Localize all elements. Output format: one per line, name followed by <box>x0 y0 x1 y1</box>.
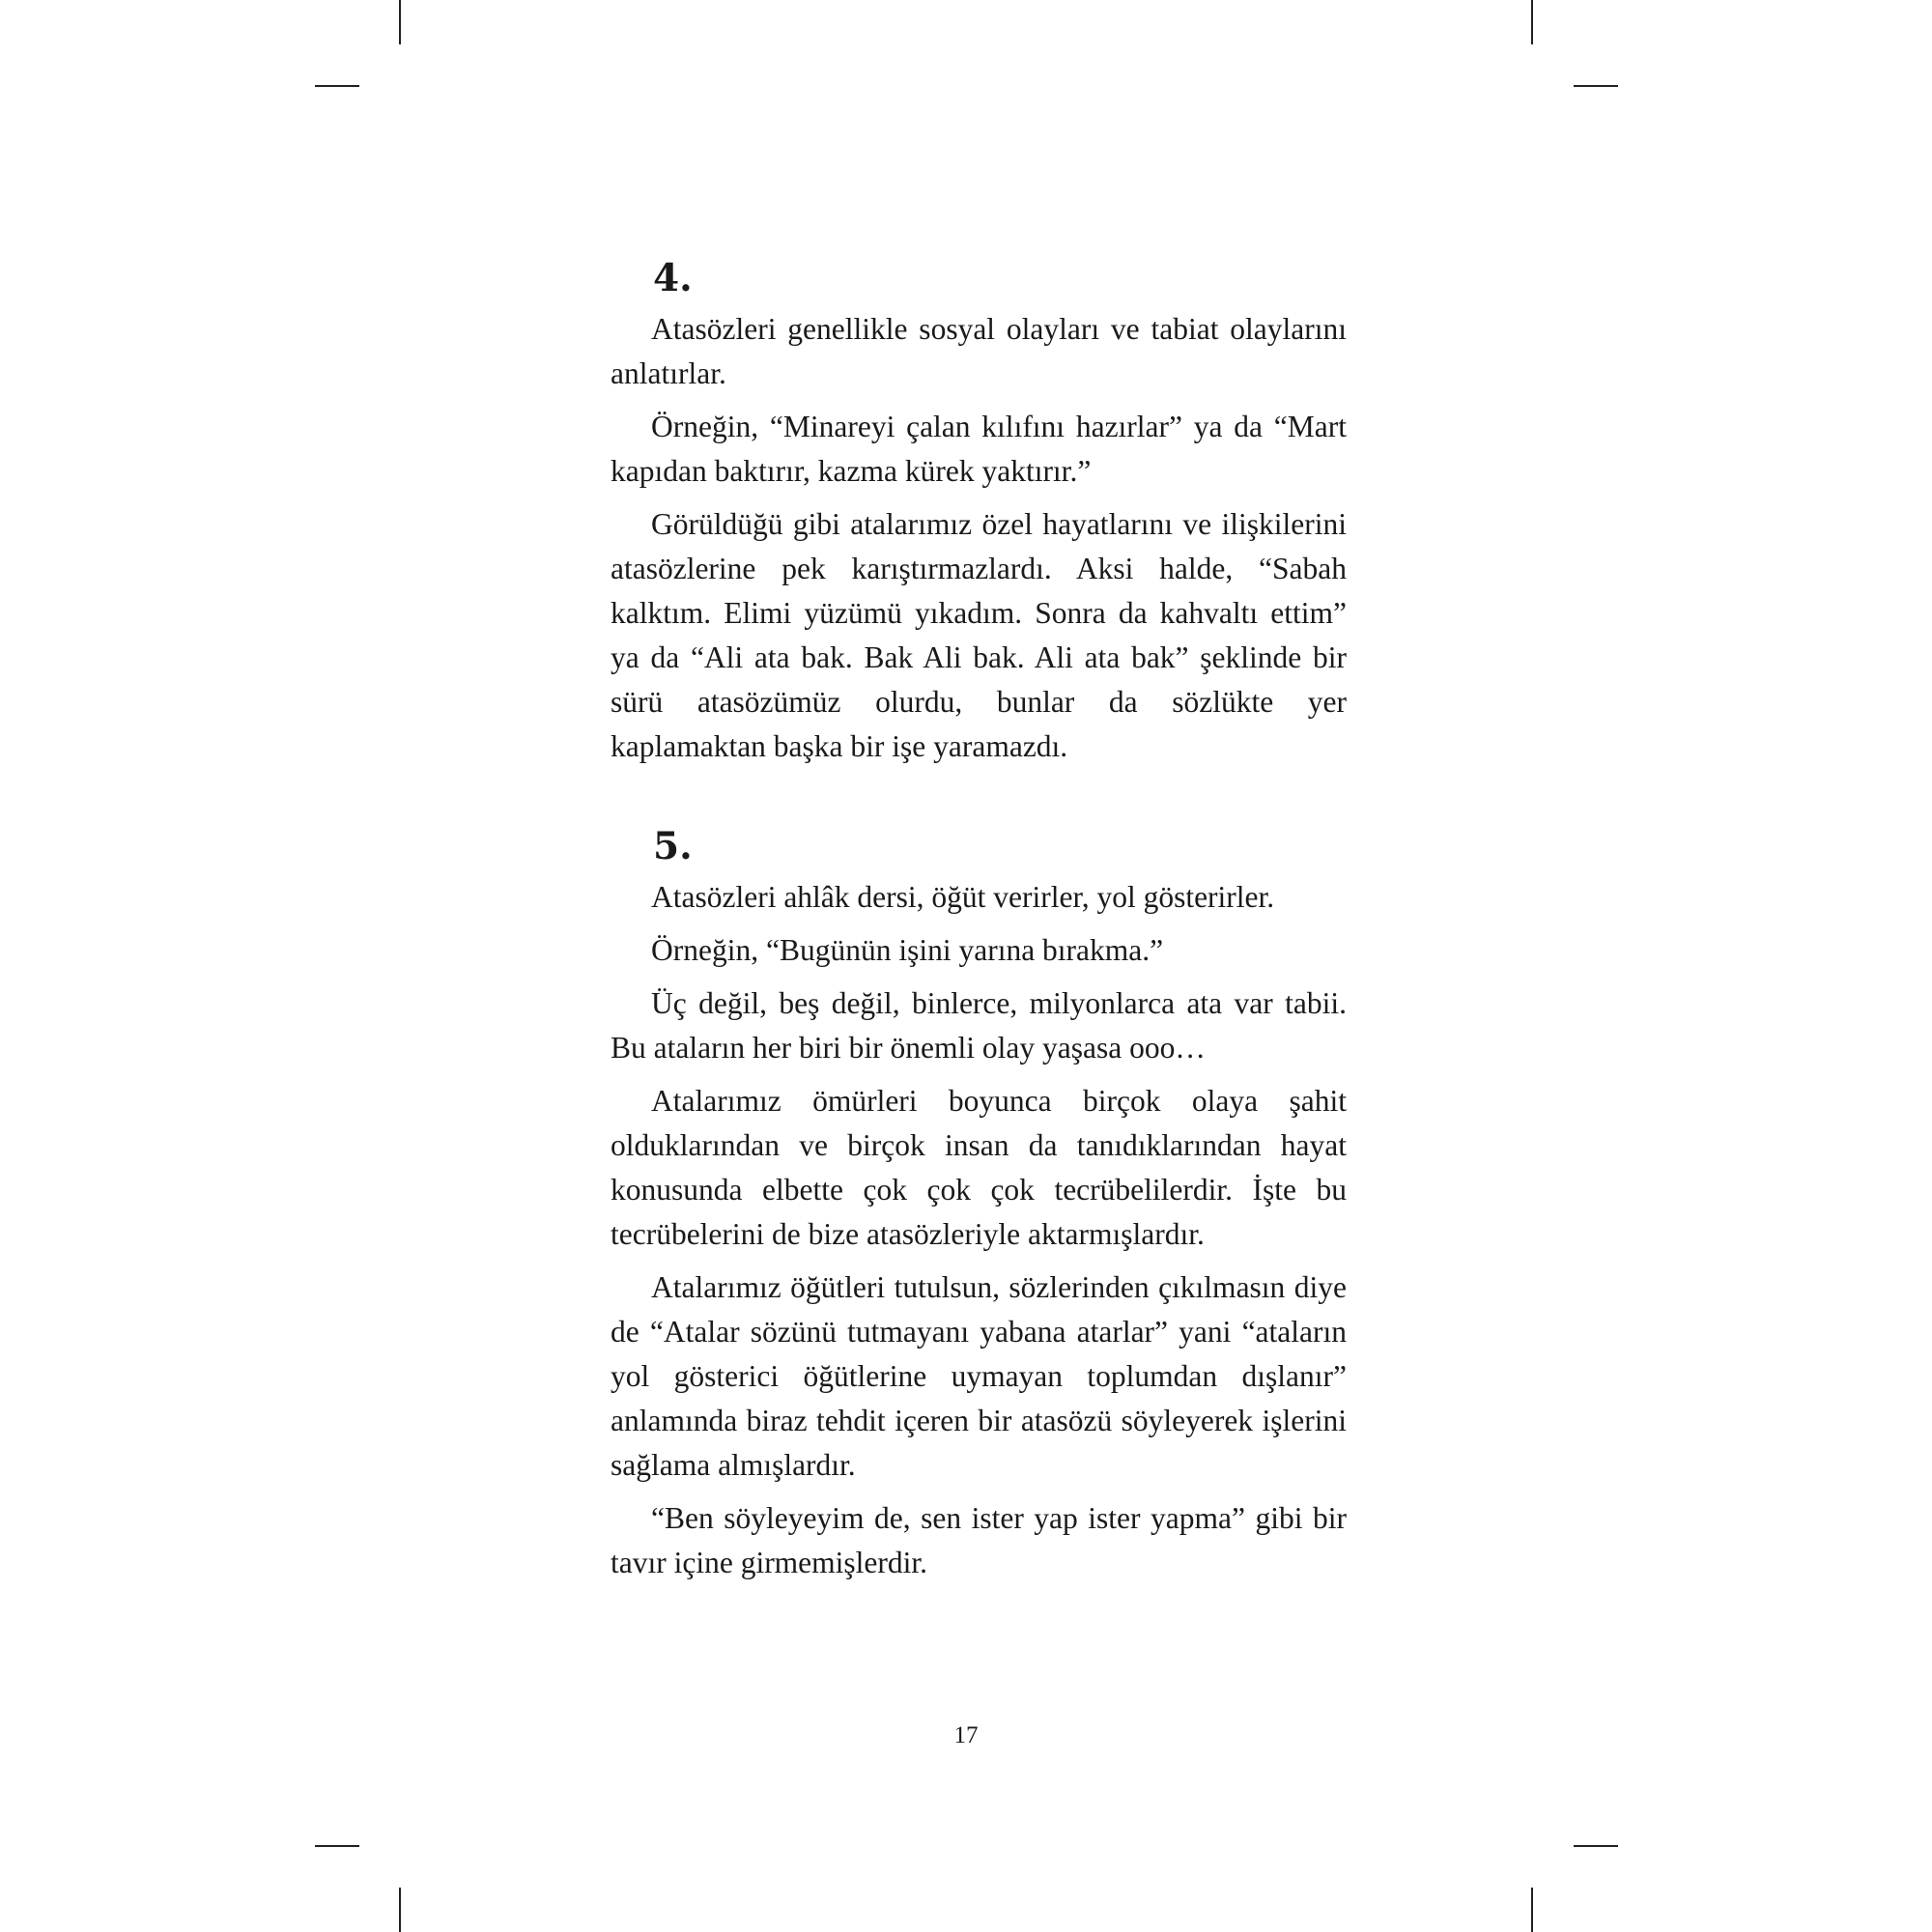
section-5-paragraph: Üç değil, beş değil, binlerce, milyonlarca ata var tabii. Bu ataların her biri bir önemli olay yaşasa ooo… <box>611 986 1347 1065</box>
section-4-paragraph: Görüldüğü gibi atalarımız özel hayatlarını ve ilişkilerini atasözlerine pek karıştırmazlardı. Aksi halde, “Sabah kalktım. Elimi yüzümü yıkadım. Sonra da kahvaltı ettim” ya da “Ali ata bak. Bak Ali bak. Ali ata bak” şeklinde bir sürü atasözümüz olurdu, bunlar da sözlükte yer kaplamaktan başka bir işe yaramazdı. <box>611 507 1347 763</box>
section-5-paragraph: Atasözleri ahlâk dersi, öğüt verirler, yol gösterirler. <box>651 880 1275 914</box>
crop-mark-top-right <box>1531 0 1533 44</box>
crop-mark-top-right-horizontal <box>1574 85 1618 87</box>
section-5-heading: 5. <box>653 824 693 868</box>
crop-mark-bottom-right-horizontal <box>1574 1845 1618 1847</box>
crop-mark-bottom-left <box>399 1888 401 1932</box>
section-5-paragraph: “Ben söyleyeyim de, sen ister yap ister yapma” gibi bir tavır içine girmemişlerdir. <box>611 1501 1347 1579</box>
section-5-paragraph: Atalarımız ömürleri boyunca birçok olaya şahit olduklarından ve birçok insan da tanıdıklarından hayat konusunda elbette çok çok çok tecrübelilerdir. İşte bu tecrübelerini de bize atasözleriyle aktarmışlardır. <box>611 1084 1347 1251</box>
section-4-paragraph: Örneğin, “Minareyi çalan kılıfını hazırlar” ya da “Mart kapıdan baktırır, kazma kürek yaktırır.” <box>611 410 1347 488</box>
page-body <box>611 249 1347 1594</box>
section-4-heading: 4. <box>653 256 693 300</box>
crop-mark-bottom-right <box>1531 1888 1533 1932</box>
crop-mark-top-left <box>399 0 401 44</box>
section-5-paragraph: Atalarımız öğütleri tutulsun, sözlerinden çıkılmasın diye de “Atalar sözünü tutmayanı yabana atarlar” yani “ataların yol gösterici öğütlerine uymayan toplumdan dışlanır” anlamında biraz tehdit içeren bir atasözü söyleyerek işlerini sağlama almışlardır. <box>611 1270 1347 1482</box>
section-5-paragraph: Örneğin, “Bugünün işini yarına bırakma.” <box>651 933 1164 967</box>
section-4-paragraph: Atasözleri genellikle sosyal olayları ve tabiat olaylarını anlatırlar. <box>611 312 1347 390</box>
crop-mark-bottom-left-horizontal <box>315 1845 359 1847</box>
crop-mark-top-left-horizontal <box>315 85 359 87</box>
page-number: 17 <box>953 1722 979 1748</box>
